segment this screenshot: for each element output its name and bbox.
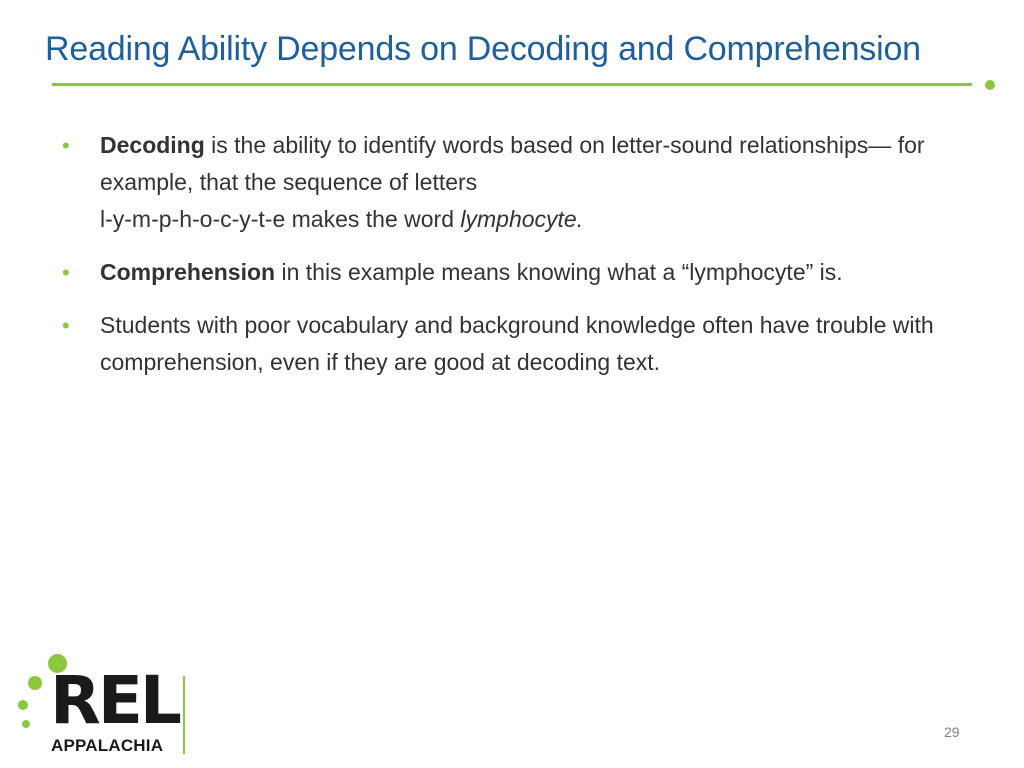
bullet-comprehension: [60, 254, 960, 291]
logo-wordmark: REL: [50, 662, 179, 739]
bullet-dot-icon: •: [62, 133, 70, 158]
title-divider-dot: [985, 80, 995, 90]
logo-dot-icon: [18, 700, 28, 710]
bullet-dot-icon: •: [62, 260, 70, 285]
logo-subtitle: APPALACHIA: [51, 736, 164, 755]
bullet-term: Decoding: [100, 132, 205, 158]
bullet-text-continued: l-y-m-p-h-o-c-y-t-e makes the word: [100, 206, 461, 232]
bullet-term: Comprehension: [100, 259, 276, 285]
bullet-decoding: [60, 127, 960, 238]
title-divider: [52, 83, 972, 86]
bullet-example-word: lymphocyte.: [460, 206, 584, 232]
bullet-text: in this example means knowing what a “lymphocyte” is.: [275, 259, 843, 285]
bullet-text: Students with poor vocabulary and background knowledge often have trouble with comprehension, even if they are good at decoding text.: [100, 312, 934, 375]
logo-dot-icon: [22, 720, 30, 728]
bullet-dot-icon: •: [62, 313, 70, 338]
logo-divider: [183, 676, 185, 754]
bullet-students: [60, 307, 960, 381]
slide-title: Reading Ability Depends on Decoding and Comprehension: [45, 30, 921, 68]
bullet-text: is the ability to identify words based on letter-sound relationships— for example, that the sequence of letters: [100, 132, 925, 195]
page-number: 29: [944, 724, 960, 740]
logo-dot-icon: [28, 676, 42, 690]
rel-appalachia-logo: [16, 652, 196, 762]
bullet-list: [60, 127, 960, 397]
